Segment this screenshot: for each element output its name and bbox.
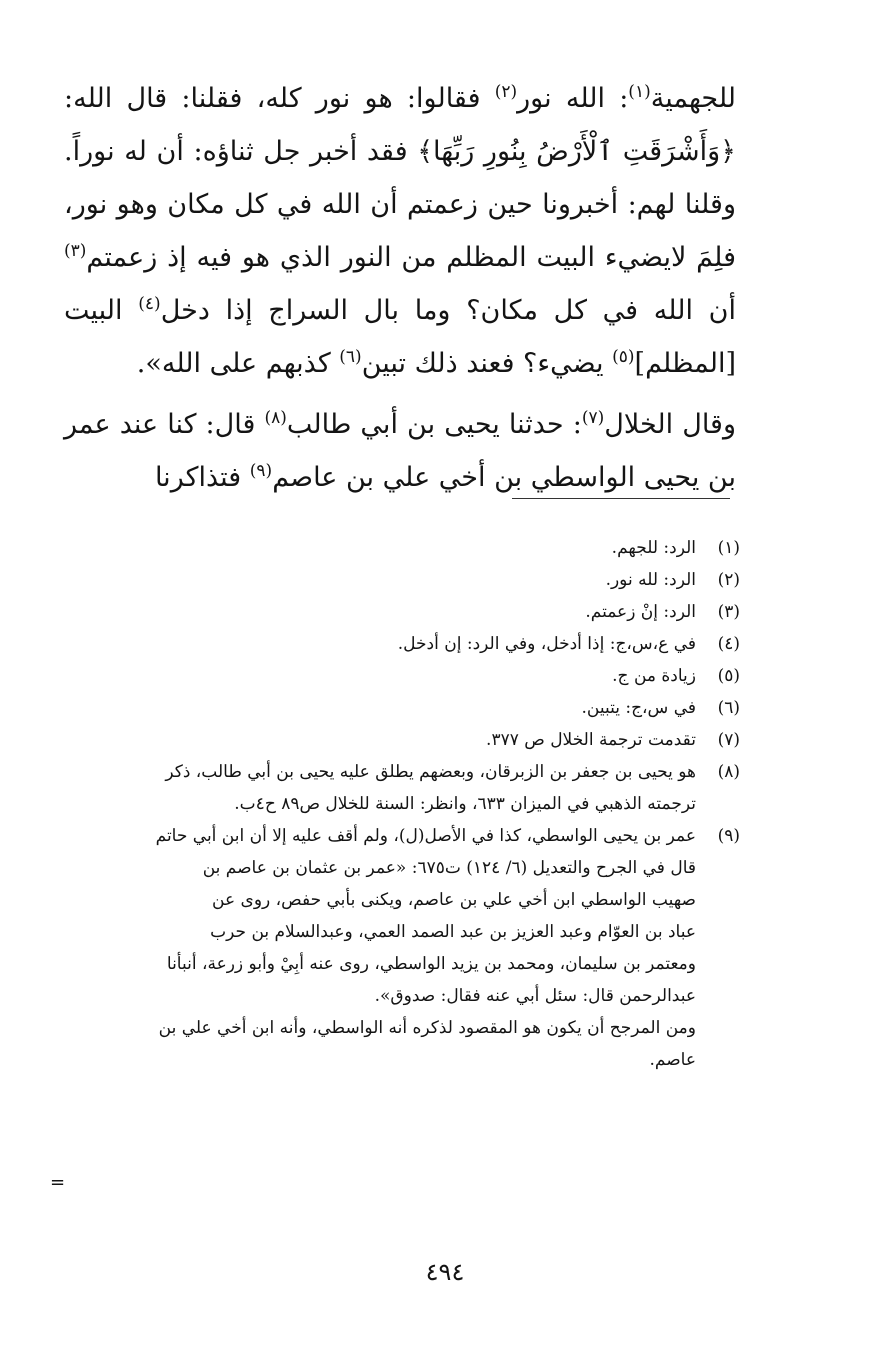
footnote-line: عبدالرحمن قال: سئل أبي عنه فقال: صدوق». (374, 986, 696, 1006)
footnote-item (60, 724, 740, 756)
text-run: البيت [المظلم] (64, 295, 736, 379)
footnote-item (60, 660, 740, 692)
footnote-number: (٥) (717, 666, 740, 686)
text-run: للجهمية (650, 83, 736, 114)
footnote-ref-5[interactable]: (٥) (612, 347, 635, 367)
footnote-number: (٢) (717, 570, 740, 590)
main-text (64, 72, 736, 504)
footnotes (60, 532, 740, 1076)
footnote-text: في س،ج: يتبين. (581, 698, 696, 718)
footnote-ref-2[interactable]: (٢) (494, 82, 518, 102)
footnote-line: قال في الجرح والتعديل (٦/ ١٢٤) ت٦٧٥: «عمر بن عثمان بن عاصم بن (202, 858, 696, 878)
footnote-number: (١) (717, 538, 740, 558)
footnote-text: في ع،س،ج: إذا أدخل، وفي الرد: إن أدخل. (397, 634, 696, 654)
footnote-text (60, 820, 696, 1012)
footnote-item (60, 756, 740, 820)
page-number: ٤٩٤ (425, 1258, 465, 1286)
footnote-line: ومعتمر بن سليمان، ومحمد بن يزيد الواسطي، روى عنه أبِيْ وأبو زرعة، أنبأنا (166, 954, 696, 974)
footnote-separator (512, 498, 730, 499)
footnote-number: (٧) (717, 730, 740, 750)
footnote-item (60, 628, 740, 660)
footnote-ref-8[interactable]: (٨) (264, 408, 287, 428)
footnote-ref-6[interactable]: (٦) (339, 347, 362, 367)
text-run: قال: كنا عند عمر بن يحيى الواسطي بن أخي علي بن عاصم (64, 409, 736, 493)
footnote-item (60, 532, 740, 564)
footnote-text: الرد: إنْ زعمتم. (585, 602, 696, 622)
footnote-item (60, 692, 740, 724)
paragraph-1 (64, 72, 736, 390)
text-run: كذبهم على الله». (136, 348, 340, 379)
footnote-line: هو يحيى بن جعفر بن الزبرقان، وبعضهم يطلق عليه يحيى بن أبي طالب، ذكر (165, 762, 696, 782)
footnote-ref-7[interactable]: (٧) (581, 408, 605, 428)
footnote-continuation (60, 1012, 740, 1076)
continuation-mark: = (50, 1172, 66, 1193)
footnote-number: (٩) (717, 826, 740, 846)
footnote-number: (٦) (717, 698, 740, 718)
paragraph-2 (64, 398, 736, 504)
footnote-ref-9[interactable]: (٩) (249, 461, 273, 481)
footnote-ref-1[interactable]: (١) (628, 82, 651, 102)
footnote-text: الرد: للجهم. (611, 538, 696, 558)
footnote-line: صهيب الواسطي ابن أخي علي بن عاصم، ويكنى بأبي حفص، روى عن (212, 890, 696, 910)
footnote-item (60, 564, 740, 596)
text-run: أن الله في كل مكان؟ وما بال السراج إذا دخل (160, 295, 736, 326)
footnote-line: ترجمته الذهبي في الميزان ٦٣٣، وانظر: السنة للخلال ص٨٩ ح٤ب. (234, 794, 696, 814)
text-run: وقال الخلال (604, 409, 736, 440)
footnote-text (60, 756, 696, 820)
text-run: يضيء؟ فعند ذلك تبين (361, 348, 613, 379)
footnote-line: ومن المرجح أن يكون هو المقصود لذكره أنه الواسطي، وأنه ابن أخي علي بن (158, 1018, 696, 1038)
footnote-item (60, 820, 740, 1012)
text-run: فتذاكرنا (154, 462, 250, 493)
footnote-ref-4[interactable]: (٤) (138, 294, 161, 314)
footnote-line: عاصم. (649, 1050, 696, 1070)
footnote-text: الرد: لله نور. (605, 570, 696, 590)
footnote-line: عباد بن العوّام وعبد العزيز بن عبد الصمد العمي، وعبدالسلام بن حرب (210, 922, 696, 942)
footnote-text: زيادة من ج. (612, 666, 696, 686)
footnote-number: (٨) (717, 762, 740, 782)
footnote-line: عمر بن يحيى الواسطي، كذا في الأصل(ل)، ولم أقف عليه إلا أن ابن أبي حاتم (155, 826, 696, 846)
footnote-number: (٤) (717, 634, 740, 654)
footnote-number: (٣) (717, 602, 740, 622)
footnote-ref-3[interactable]: (٣) (64, 241, 87, 261)
text-run: فقالوا: هو نور كله، فقلنا: قال الله: ﴿وَأَشْرَقَتِ ٱلْأَرْضُ بِنُورِ رَبِّهَا﴾ فقد أخبر جل ثناؤه: أن له نوراً. وقلنا لهم: أخبرونا حين زعمتم أن الله في كل مكان وهو نور، فلِمَ لايضيء البيت المظلم من النور الذي هو فيه إذ زعمتم (64, 83, 736, 273)
footnote-item (60, 596, 740, 628)
footnote-text: تقدمت ترجمة الخلال ص ٣٧٧. (486, 730, 696, 750)
text-run: : الله نور (517, 83, 629, 114)
text-run: : حدثنا يحيى بن أبي طالب (286, 409, 582, 440)
